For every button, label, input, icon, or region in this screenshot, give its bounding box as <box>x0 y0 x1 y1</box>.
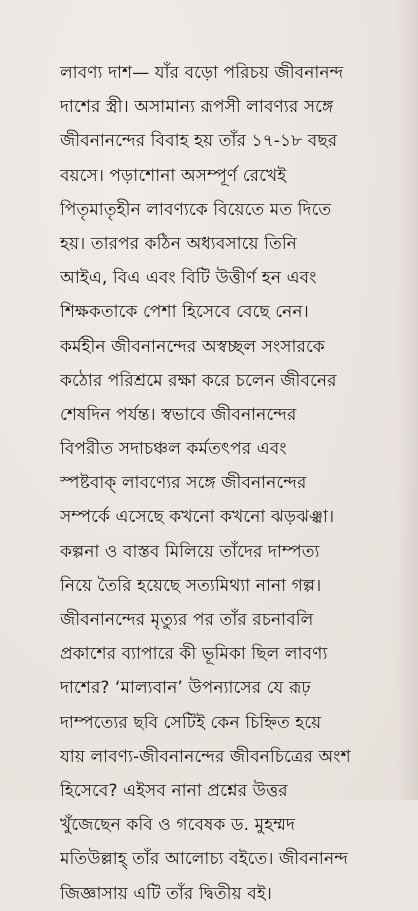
blurb-text <box>60 56 416 911</box>
blurb-line: লাবণ্য দাশ— যাঁর বড়ো পরিচয় জীবনানন্দ <box>60 63 344 83</box>
blurb-line: পিতৃমাতৃহীন লাবণ্যকে বিয়েতে মত দিতে <box>60 199 332 220</box>
blurb-line: দাশের? ‘মাল্যবান’ উপন্যাসের যে রূঢ় <box>60 678 311 699</box>
blurb-line: শিক্ষকতাকে পেশা হিসেবে বেছে নেন। <box>60 302 309 323</box>
blurb-line: কল্পনা ও বাস্তব মিলিয়ে তাঁদের দাম্পত্য <box>60 541 320 562</box>
blurb-line: যায় লাবণ্য-জীবনানন্দের জীবনচিত্রের অংশ <box>60 746 351 767</box>
blurb-line: কঠোর পরিশ্রমে রক্ষা করে চলেন জীবনের <box>60 370 337 391</box>
blurb-line: মতিউল্লাহ্‌ তাঁর আলোচ্য বইতে। জীবনানন্দ <box>60 849 348 870</box>
blurb-line: সম্পর্কে এসেছে কখনো কখনো ঝড়ঝঞ্ঝা। <box>60 507 335 528</box>
blurb-line: বয়সে। পড়াশোনা অসম্পূর্ণ রেখেই <box>60 165 287 186</box>
blurb-line: হিসেবে? এইসব নানা প্রশ্নের উত্তর <box>60 780 288 801</box>
blurb-line: কর্মহীন জীবনানন্দের অস্বচ্ছল সংসারকে <box>60 336 325 357</box>
blurb-line: খুঁজেছেন কবি ও গবেষক ড. মুহম্মদ <box>60 815 295 836</box>
blurb-line: জিজ্ঞাসায় এটি তাঁর দ্বিতীয় বই। <box>60 883 272 904</box>
blurb-line: জীবনানন্দের বিবাহ হয় তাঁর ১৭-১৮ বছর <box>60 131 338 152</box>
blurb-line: দাশের স্ত্রী। অসামান্য রূপসী লাবণ্যর সঙ্গে <box>60 97 334 118</box>
blurb-line: আইএ, বিএ এবং বিটি উত্তীর্ণ হন এবং <box>60 268 317 289</box>
blurb-line: দাম্পত্যের ছবি সেটিই কেন চিহ্নিত হয়ে <box>60 712 322 733</box>
blurb-line: বিপরীত সদাচঞ্চল কর্মতৎপর এবং <box>60 439 287 460</box>
blurb-line: হয়। তারপর কঠিন অধ্যবসায়ে তিনি <box>60 233 297 254</box>
blurb-line: শেষদিন পর্যন্ত। স্বভাবে জীবনানন্দের <box>60 404 297 425</box>
blurb-line: স্পষ্টবাক্‌ লাবণ্যের সঙ্গে জীবনানন্দের <box>60 473 307 494</box>
blurb-line: জীবনানন্দের মৃত্যুর পর তাঁর রচনাবলি <box>60 610 314 630</box>
blurb-line: প্রকাশের ব্যাপারে কী ভূমিকা ছিল লাবণ্য <box>60 644 328 665</box>
blurb-line: নিয়ে তৈরি হয়েছে সত্যমিথ্যা নানা গল্প। <box>60 575 322 596</box>
